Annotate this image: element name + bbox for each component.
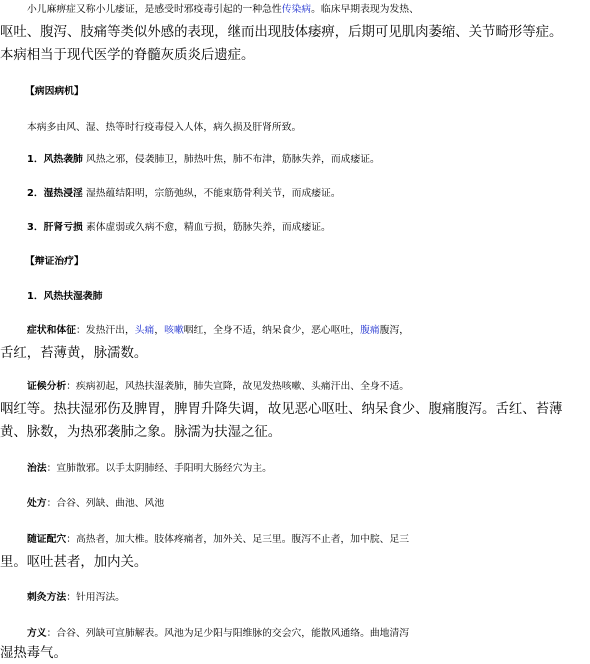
symptoms-line-1 [0, 321, 590, 341]
intro-line-1 [0, 0, 590, 20]
intro-text-a: 小儿麻痹症又称小儿痿证，是感受时邪疫毒引起的一种急性 [27, 4, 282, 15]
symptoms-text-c: 咽红，全身不适，纳呆食少，恶心呕吐， [183, 325, 361, 336]
cause-heading: 【病因病机】 [25, 86, 84, 97]
meaning-line-2: 湿热毒气。 [0, 646, 67, 661]
cause-item-3 [0, 218, 590, 238]
analysis-label: 证候分析 [27, 381, 67, 392]
symptoms-line-2: 舌红，苔薄黄，脉濡数。 [0, 346, 148, 361]
cause-item-1 [0, 150, 590, 170]
analysis-line-1 [0, 377, 590, 397]
cause-item-2-text: 湿热蕴结阳明，宗筋弛纵，不能束筋骨利关节，而成痿证。 [85, 188, 341, 199]
method-line [0, 459, 590, 479]
prescription-label: 处方 [27, 498, 47, 509]
meaning-line-1 [0, 624, 590, 644]
method-text: ：宣肺散邪。以手太阴肺经、手阳明大肠经穴为主。 [46, 463, 272, 474]
intro-text-b: 。临床早期表现为发热、 [311, 4, 419, 15]
meaning-label: 方义 [27, 628, 47, 639]
cough-link[interactable]: 咳嗽 [164, 325, 184, 336]
treatment-subheading: 1．风热扶湿袭肺 [27, 291, 103, 302]
analysis-line-2: 咽红等。热扶湿邪伤及脾胃，脾胃升降失调，故见恶心呕吐、纳呆食少、腹痛腹泻。舌红、苔薄 [0, 402, 563, 417]
cause-item-2 [0, 184, 590, 204]
acupuncture-label: 刺灸方法 [27, 592, 67, 603]
analysis-line-3: 黄、脉数，为热邪袭肺之象。脉濡为扶湿之征。 [0, 425, 282, 440]
variation-line-2: 里。呕吐甚者，加内关。 [0, 555, 148, 570]
intro-line-2: 呕吐、腹泻、肢痛等类似外感的表现，继而出现肢体痿痹，后期可见肌肉萎缩、关节畸形等症。 [0, 25, 563, 40]
acupuncture-line [0, 588, 590, 608]
abdominal-pain-link[interactable]: 腹痛 [360, 325, 380, 336]
symptoms-text-b: ， [154, 325, 165, 336]
prescription-text: ：合谷、列缺、曲池、风池 [46, 498, 165, 509]
cause-item-3-title: 3．肝肾亏损 [27, 222, 83, 233]
treatment-heading: 【辩证治疗】 [25, 256, 84, 267]
acupuncture-text: ：针用泻法。 [66, 592, 125, 603]
cause-summary: 本病多由风、湿、热等时行疫毒侵入人体，病久损及肝肾所致。 [27, 122, 302, 133]
meaning-text-a: ：合谷、列缺可宣肺解表。风池为足少阳与阳维脉的交会穴，能散风通络。曲地清泻 [46, 628, 410, 639]
cause-item-3-text: 素体虚弱或久病不愈，精血亏损，筋脉失养，而成痿证。 [85, 222, 331, 233]
variation-label: 随证配穴 [27, 534, 67, 545]
variation-line-1 [0, 530, 590, 550]
method-label: 治法 [27, 463, 47, 474]
variation-text-a: ：高热者，加大椎。肢体疼痛者，加外关、足三里。腹泻不止者，加中脘、足三 [66, 534, 410, 545]
symptoms-text-d: 腹泻， [379, 325, 410, 336]
analysis-text-a: ：疾病初起，风热扶湿袭肺，肺失宣降，故见发热咳嗽、头痛汗出、全身不适。 [66, 381, 410, 392]
intro-line-3: 本病相当于现代医学的脊髓灰质炎后遗症。 [0, 48, 255, 63]
symptoms-text-a: ：发热汗出， [75, 325, 135, 336]
prescription-line [0, 494, 590, 514]
infectious-disease-link[interactable]: 传染病 [281, 4, 312, 15]
headache-link[interactable]: 头痛 [134, 325, 155, 336]
cause-item-1-title: 1．风热袭肺 [27, 154, 83, 165]
symptoms-label: 症状和体征 [27, 325, 76, 336]
cause-item-1-text: 风热之邪，侵袭肺卫，肺热叶焦，肺不布津，筋脉失养，而成痿证。 [85, 154, 380, 165]
cause-item-2-title: 2．湿热浸淫 [27, 188, 83, 199]
